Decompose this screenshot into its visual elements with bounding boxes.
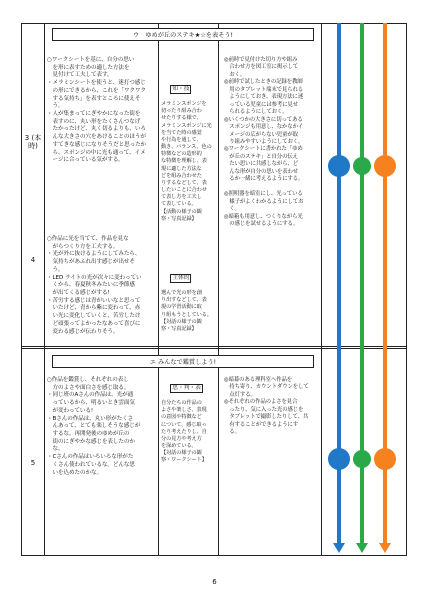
row-label-lesson3: 3 (本時) [24,134,42,151]
evaluation-text: メラミンスポンジを 切ったり組み合わ せたりする様で、 メラミンスポンジに光 を当てた時の感覚 や行為を通して、 動き、バランス、色の 特徴などの造形的 な特徴を理解し、表 現に適した方法な どを組み合わせた りするなどして、表 したいことに合わせ て表し方を工夫し て表している。 【活動の様子の観 察・写真記録】 [161,101,212,222]
evaluation-block [161,267,219,347]
blue-marker [328,448,350,470]
blue-marker [328,155,350,177]
learning-flow-arrows [320,23,407,556]
orange-marker [374,448,396,470]
section-title: エ みんなで鑑賞しよう! [52,355,314,368]
green-marker [353,157,371,175]
section-title: ウ ゆめが丘のステキ★☆を表そう! [52,28,314,41]
evaluation-block [161,78,219,237]
page-number: 6 [212,578,217,586]
orange-marker [374,155,396,177]
evaluation-tag-thinking: 思・判・表 [172,385,201,392]
row-label-lesson4: 4 [30,256,36,264]
row-label-lesson5: 5 [30,459,36,467]
activity-text: ○作品を鑑賞し、それぞれの表し 方のよさや面白さを感じ取る。 ・同じ班のAさんの作品は、光が通 っているから、明るいとき雲面気 が変わっている! ・Bさんの作品は、丸い形がたくさ んあって、とても楽しそうな感じが するな。再開発後のゆめが丘の 街のにぎやかな感じを表したのか な。 ・Cさんの作品はいろいろな形がた くさん使われているな。どんな思 いを込めたのかな。 [47,377,141,476]
green-marker [353,450,371,468]
evaluation-tag-knowledge: 知・技 [172,86,190,93]
orange-arrow [374,23,396,553]
activity-text: ○ワークシートを基に、自分の思い を形に表すための適した方法を 見付けて工夫して表す。 ・メラミンシートを使うと、迷打つ感じ の形にできるから、これを「ワクワク する気持ち」を表すところに使えそ う。 ・人が集まってにぎやかになった街を 表すのに、丸い形をたくさんつなげ たかったけど、丸く切るよりも、いろ んな大きさの穴をあけることのほうが すてきな感じになりそうだと思ったか ら、スポンジの中に光も通って、イメ ージに合っている気がする。 [47,57,147,164]
blue-arrow [328,23,350,553]
green-arrow [353,23,371,553]
evaluation-text: 選んで光の形を創 り出すなどして、表 現の学習活動に取 り組もうとしている。 【対話の様子の観 察・写真記録】 [161,290,212,332]
activity-text: ○作品に光を当てて、作品を見な がらつくり方を工夫する。 ・光が外に抜けるようにしてみたら、 気持ちがあふれ出す感じが出せそ う。 ・LED ライトの光が次々に変わってい くから、春夏秋冬みたいに季節感 が出てくる感じがする! ・苦労する感じは青がいいなと思って いたけど、青から紫に変わって、赤 い光に変化していくと、苦労したけ ど頑張ってよかったなあって喜びに 変わる感じが伝わりそう。 [47,236,142,335]
evaluation-block [161,377,219,479]
support-notes: ◎前時で見付けた切り方や組み 合わせ方を図工室に掲示して おく。 ◎前時で試したときの記録を教師 用のタブレット端末で見られる ようにしておき、表現方法に迷 っている児童には参考に見せ られるようにしておく。 ◎いくつかの大きさに切ってある スポンジも用意し、なかなかイ メージの広がらない児童が取 り組みやすいようにしておく。 ◎ワークシートに書かれた「ゆめ が丘のステキ」と自分の伝え たい思いに共感しながら、ど んな形が自分の思いを表わせ るか一緒に考えるようにする。 ◎照明器を暗室にし、光っている 様子がよくわかるようにしてお く。 ◎暗箱も用意し、つくりながら光 の感じを試せるようにする。 [224,57,304,227]
column-divider [44,24,45,555]
evaluation-tag-initiative: 主体的 [172,275,190,282]
evaluation-text: 自分たちの作品の よさや楽しさ、表現 の意図や特徴など について、感じ取っ たり考えたりし、自 分の見方や考え方 を深めている。 【対話の様子の観 察・ワークシート】 [161,400,207,464]
support-notes: ◎暗幕のある理科室へ作品を 持ち寄り、カウントダウンをして 点灯する。 ◎それぞれの作品のよさを見合 ったり、気に入った光の感じを タブレットで撮影したりして、共 有することができるようにす る。 [224,377,309,436]
